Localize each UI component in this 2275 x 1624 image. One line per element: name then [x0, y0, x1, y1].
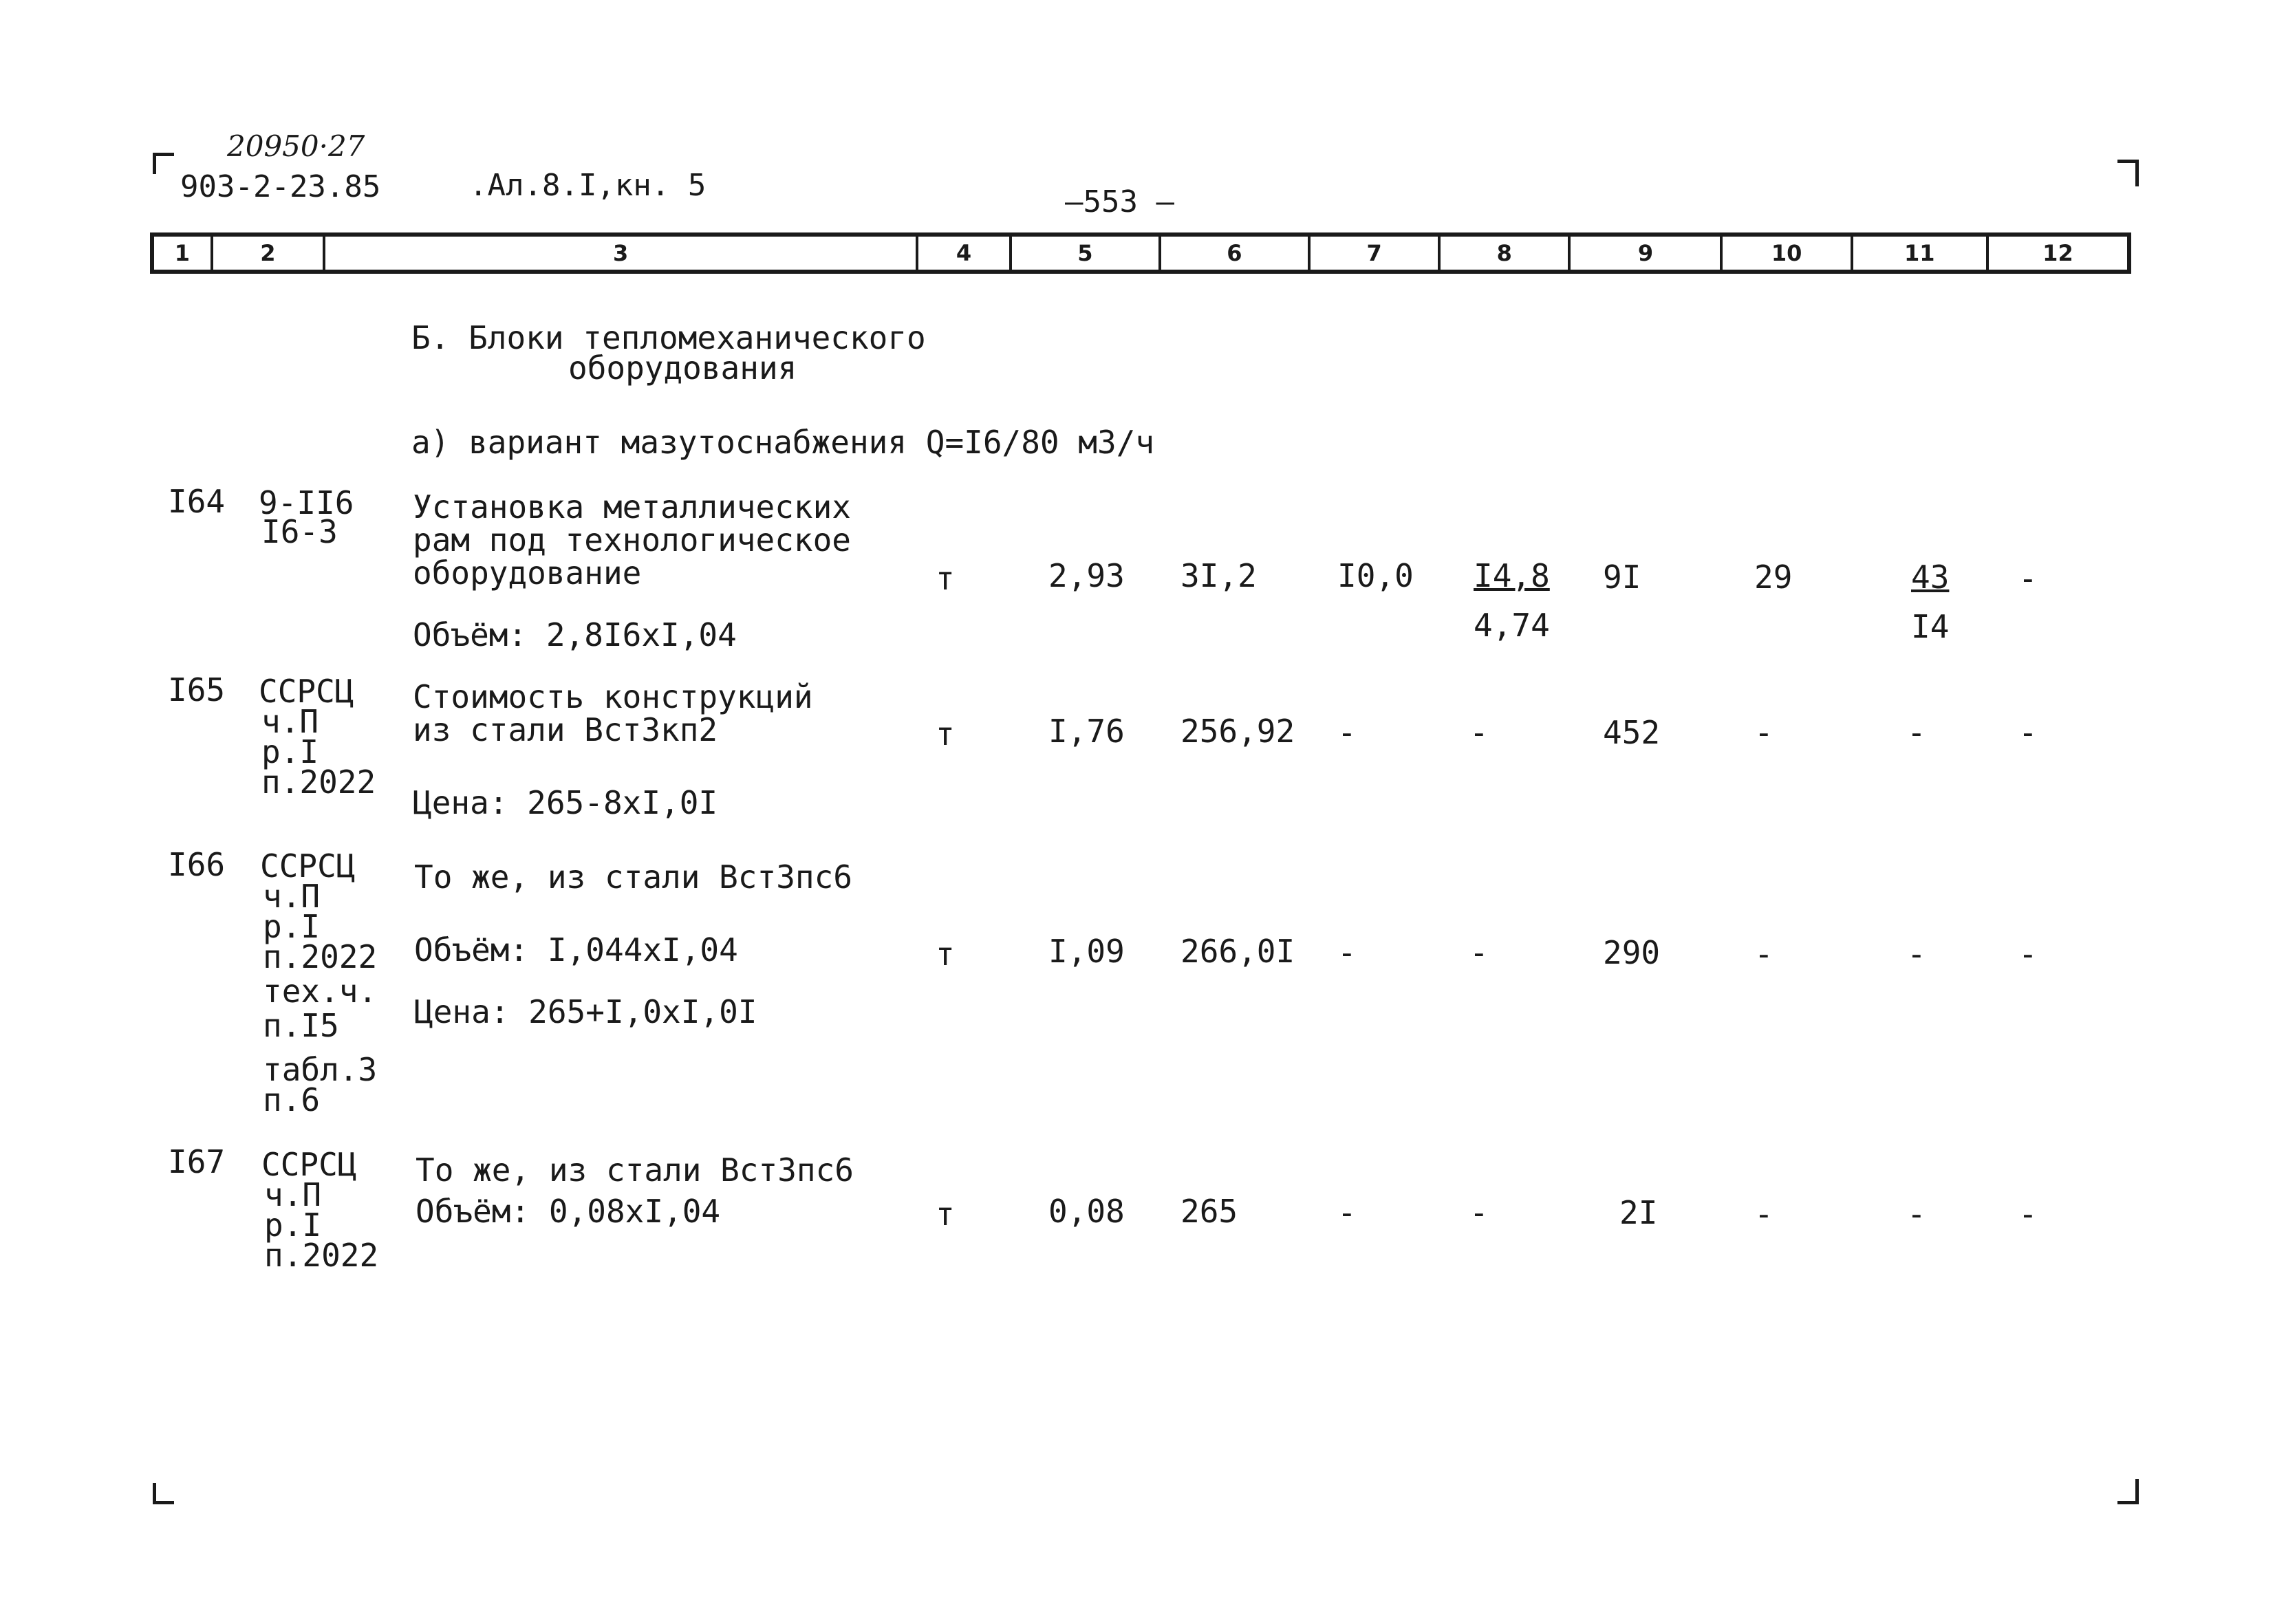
column-header-cell: 9 [1571, 237, 1723, 270]
row-col5: 0,08 [1048, 1193, 1125, 1230]
row-col8: I4,8 [1474, 557, 1550, 594]
corner-mark-bottom-right [2117, 1479, 2139, 1504]
row-col9: 290 [1603, 934, 1661, 971]
row-col5: I,09 [1048, 933, 1125, 970]
row-note: Цена: 265-8хI,0I [413, 784, 718, 821]
column-header-cell: 5 [1012, 237, 1161, 270]
row-col7: I0,0 [1337, 557, 1414, 594]
row-number: I65 [168, 671, 226, 708]
row-reference: р.I [261, 733, 319, 770]
row-reference: п.2022 [261, 764, 376, 801]
row-number: I64 [168, 483, 226, 520]
row-col12: - [2018, 560, 2038, 597]
row-reference: ч.П [261, 703, 319, 740]
row-description: из стали ВстЗкп2 [413, 711, 718, 748]
row-col11: - [1907, 935, 1926, 973]
row-col10: - [1754, 714, 1773, 751]
row-col8: - [1469, 1194, 1489, 1231]
row-number: I67 [168, 1143, 226, 1180]
row-unit: т [936, 1195, 955, 1233]
row-col10: - [1754, 1195, 1773, 1233]
row-col11: 43 [1911, 559, 1950, 596]
document-code: 903-2-23.85 [180, 169, 381, 204]
column-header-cell: 3 [325, 237, 918, 270]
row-note: Объём: I,044хI,04 [414, 931, 738, 968]
row-col12: - [2018, 714, 2038, 751]
row-number: I66 [168, 846, 226, 883]
row-col7: - [1337, 714, 1357, 751]
row-reference: п.I5 [263, 1007, 339, 1044]
row-unit: т [936, 935, 955, 973]
corner-mark-top-right [2117, 160, 2139, 186]
row-col8: - [1469, 934, 1489, 971]
section-title-continued: оборудования [568, 349, 797, 387]
row-col10: 29 [1754, 559, 1793, 596]
row-reference: 9-II6 [259, 484, 354, 521]
row-unit: т [936, 560, 955, 597]
page-number: —553 — [1065, 184, 1174, 219]
row-note: Объём: 0,08хI,04 [416, 1193, 721, 1230]
row-col11: - [1907, 714, 1926, 751]
row-col7: - [1337, 1194, 1357, 1231]
row-reference: р.I [264, 1206, 322, 1244]
column-header-cell: 10 [1723, 237, 1853, 270]
row-reference: I6-3 [261, 513, 338, 550]
row-col6: 265 [1180, 1193, 1238, 1230]
row-reference: п.6 [263, 1081, 321, 1118]
row-reference: п.2022 [263, 938, 378, 975]
handwritten-code: 20950·27 [227, 129, 365, 163]
row-note-secondary: Цена: 265+I,0хI,0I [414, 993, 757, 1030]
row-col7: - [1337, 934, 1357, 971]
row-col5: 2,93 [1048, 557, 1125, 594]
row-reference: тех.ч. [263, 973, 378, 1010]
row-description: рам под технологическое [413, 521, 851, 559]
row-reference: ч.П [264, 1176, 322, 1213]
corner-mark-top-left [153, 153, 174, 174]
corner-mark-bottom-left [153, 1483, 174, 1504]
album-reference: .Ал.8.I,кн. 5 [469, 168, 707, 203]
section-title: Б. Блоки тепломеханического [411, 319, 926, 356]
column-header-cell: 7 [1311, 237, 1441, 270]
row-reference: ССРСЦ [260, 847, 356, 885]
row-reference: табл.3 [263, 1051, 378, 1088]
row-description: То же, из стали ВстЗпс6 [416, 1151, 854, 1189]
row-note: Объём: 2,8I6хI,04 [413, 616, 737, 653]
column-header-cell: 1 [154, 237, 213, 270]
row-col6: 3I,2 [1180, 557, 1257, 594]
row-col9: 9I [1603, 559, 1641, 596]
column-header-table [150, 232, 2131, 274]
row-unit: т [936, 715, 955, 753]
row-reference: п.2022 [264, 1237, 379, 1274]
row-description: Установка металлических [413, 488, 851, 526]
row-description: Стоимость конструкций [413, 678, 813, 715]
row-reference: ССРСЦ [259, 673, 354, 710]
row-col5: I,76 [1048, 713, 1125, 750]
section-subtitle: а) вариант мазутоснабжения Q=I6/80 м3/ч [411, 424, 1155, 461]
row-description: То же, из стали ВстЗпс6 [414, 858, 852, 896]
row-col10: - [1754, 935, 1773, 973]
row-col8: - [1469, 714, 1489, 751]
column-header-cell: 6 [1161, 237, 1311, 270]
column-header-cell: 8 [1441, 237, 1571, 270]
row-description: оборудование [413, 554, 642, 592]
column-header-cell: 2 [213, 237, 325, 270]
row-col6: 266,0I [1180, 933, 1295, 970]
row-col8-secondary: 4,74 [1474, 607, 1550, 644]
column-header-cell: 11 [1853, 237, 1989, 270]
row-reference: ССРСЦ [261, 1146, 357, 1183]
column-header-cell: 4 [918, 237, 1011, 270]
row-reference: ч.П [263, 878, 321, 915]
row-col9: 452 [1603, 714, 1661, 751]
row-col11-secondary: I4 [1911, 608, 1950, 645]
row-col12: - [2018, 935, 2038, 973]
row-col6: 256,92 [1180, 713, 1295, 750]
row-col9: 2I [1619, 1194, 1658, 1231]
column-header-cell: 12 [2042, 240, 2073, 266]
row-col11: - [1907, 1195, 1926, 1233]
row-col12: - [2018, 1195, 2038, 1233]
row-reference: р.I [263, 908, 321, 945]
